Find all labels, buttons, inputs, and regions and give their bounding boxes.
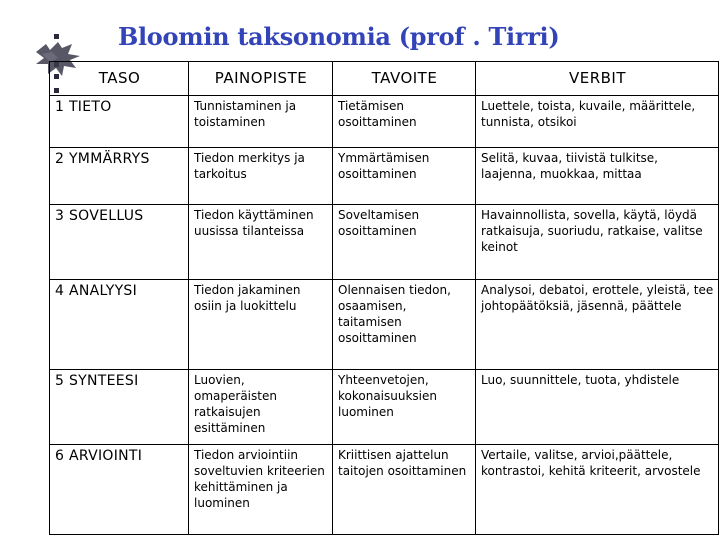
table-row [50,280,719,370]
taso-cell: 5 SYNTEESI [50,370,189,445]
header-verbit: VERBIT [476,62,719,96]
verbit-cell: Havainnollista, sovella, käytä, löydä ratkaisuja, suoriudu, ratkaise, valitse keinot [476,205,719,280]
painopiste-cell: Tiedon käyttäminen uusissa tilanteissa [189,205,333,280]
header-painopiste: PAINOPISTE [189,62,333,96]
tavoite-cell: Yhteenvetojen, kokonaisuuksien luominen [333,370,476,445]
painopiste-cell: Tiedon jakaminen osiin ja luokittelu [189,280,333,370]
taso-cell: 6 ARVIOINTI [50,445,189,535]
tavoite-cell: Soveltamisen osoittaminen [333,205,476,280]
table-row [50,148,719,205]
verbit-cell: Luo, suunnittele, tuota, yhdistele [476,370,719,445]
taxonomy-table [49,61,719,535]
taso-cell: 1 TIETO [50,96,189,148]
verbit-cell: Luettele, toista, kuvaile, määrittele, tunnista, otsikoi [476,96,719,148]
painopiste-cell: Tiedon merkitys ja tarkoitus [189,148,333,205]
tavoite-cell: Tietämisen osoittaminen [333,96,476,148]
taso-cell: 4 ANALYYSI [50,280,189,370]
header-taso: TASO [50,62,189,96]
table-row [50,205,719,280]
painopiste-cell: Tiedon arviointiin soveltuvien kriteerien kehittäminen ja luominen [189,445,333,535]
header-tavoite: TAVOITE [333,62,476,96]
tavoite-cell: Kriittisen ajattelun taitojen osoittaminen [333,445,476,535]
tavoite-cell: Ymmärtämisen osoittaminen [333,148,476,205]
painopiste-cell: Tunnistaminen ja toistaminen [189,96,333,148]
verbit-cell: Analysoi, debatoi, erottele, yleistä, tee johtopäätöksiä, jäsennä, päättele [476,280,719,370]
painopiste-cell: Luovien, omaperäisten ratkaisujen esittäminen [189,370,333,445]
verbit-cell: Vertaile, valitse, arvioi,päättele, kontrastoi, kehitä kriteerit, arvostele [476,445,719,535]
verbit-cell: Selitä, kuvaa, tiivistä tulkitse, laajenna, muokkaa, mittaa [476,148,719,205]
tavoite-cell: Olennaisen tiedon, osaamisen, taitamisen osoittaminen [333,280,476,370]
table-header-row [50,62,719,96]
taso-cell: 2 YMMÄRRYS [50,148,189,205]
page-title: Bloomin taksonomia (prof . Tirri) [118,22,560,51]
taso-cell: 3 SOVELLUS [50,205,189,280]
table-row [50,96,719,148]
table-row [50,445,719,535]
table-row [50,370,719,445]
